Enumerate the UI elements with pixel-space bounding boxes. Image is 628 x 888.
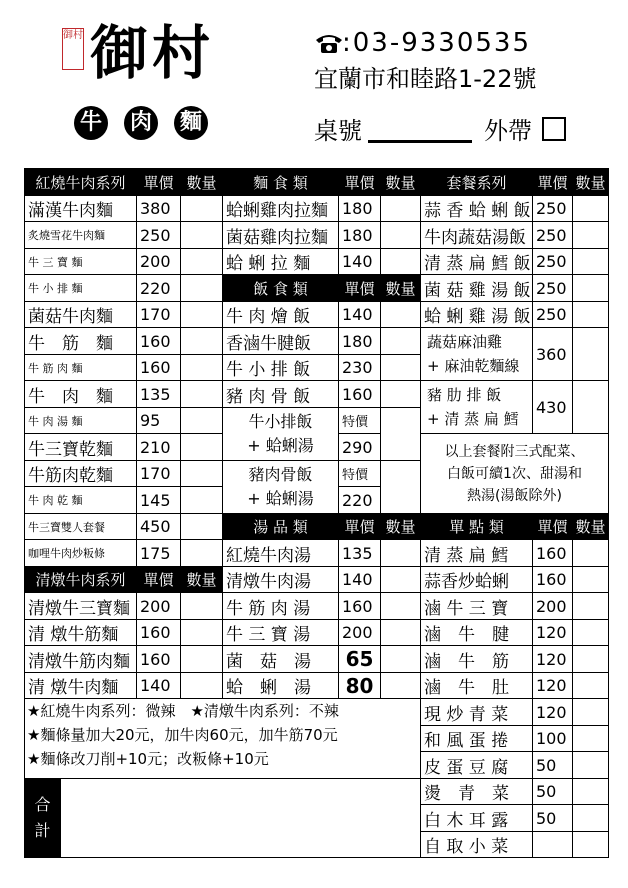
menu-item-price: 180 [338, 221, 381, 249]
menu-item-price: 160 [136, 354, 181, 381]
menu-item-price: 160 [338, 380, 381, 408]
menu-item-name: 牛 筋 肉 湯 [222, 592, 339, 620]
menu-item-name: 和 風 蛋 捲 [420, 725, 533, 752]
quantity-cell[interactable] [572, 698, 609, 726]
note-line: 以上套餐附三式配菜、 [444, 443, 585, 460]
quantity-cell[interactable] [180, 619, 223, 646]
qty-header: 數量 [380, 513, 421, 540]
menu-item-price [532, 831, 573, 858]
menu-item-name: 香滷牛腱飯 [222, 327, 339, 355]
price-header: 單價 [338, 274, 381, 302]
section-header: 飯 食 類 [222, 274, 339, 302]
price-header: 單價 [136, 168, 181, 196]
quantity-cell[interactable] [572, 274, 609, 302]
note-line: 白飯可續1次、甜湯和 [447, 465, 582, 482]
quantity-cell[interactable] [572, 831, 609, 858]
qty-header: 數量 [572, 513, 609, 540]
quantity-cell[interactable] [380, 539, 421, 567]
remarks-box [24, 698, 421, 779]
quantity-cell[interactable] [180, 672, 223, 699]
menu-item-name: 蛤 蜊 雞 湯 飯 [420, 301, 533, 328]
menu-item-price: 50 [532, 751, 573, 779]
menu-item-price: 170 [136, 301, 181, 328]
menu-item-price: 95 [136, 407, 181, 434]
phone-icon [314, 32, 344, 54]
menu-item-price: 50 [532, 778, 573, 805]
menu-item-name: 燙 青 菜 [420, 778, 533, 805]
menu-item-name: 清燉牛肉湯 [222, 566, 339, 593]
menu-item-name: 牛 小 排 麵 [24, 274, 137, 302]
quantity-cell[interactable] [180, 460, 223, 487]
menu-item-price: 65 [338, 645, 381, 673]
quantity-cell[interactable] [380, 592, 421, 620]
section-header: 套餐系列 [420, 168, 533, 196]
quantity-cell[interactable] [572, 645, 609, 673]
quantity-cell[interactable] [180, 354, 223, 381]
section-header: 湯 品 類 [222, 513, 339, 540]
quantity-cell[interactable] [180, 407, 223, 434]
menu-item-name: 清 燉牛筋麵 [24, 619, 137, 646]
menu-item-price: 160 [532, 566, 573, 593]
quantity-cell[interactable] [180, 221, 223, 249]
quantity-cell[interactable] [180, 274, 223, 302]
menu-item-price: 380 [136, 195, 181, 222]
quantity-cell[interactable] [180, 486, 223, 514]
qty-header: 數量 [180, 168, 223, 196]
quantity-cell[interactable] [380, 248, 421, 275]
menu-item-price: 250 [136, 221, 181, 249]
quantity-cell[interactable] [180, 433, 223, 461]
menu-item-name: 蒜 香 蛤 蜊 飯 [420, 195, 533, 222]
menu-item-price: 450 [136, 513, 181, 540]
menu-item-price: 230 [338, 354, 381, 381]
combo-line-1: 牛小排飯 [248, 412, 313, 431]
menu-item-price: 135 [136, 380, 181, 408]
section-header: 清燉牛肉系列 [24, 566, 137, 593]
logo-sub-char-1: 牛 [74, 106, 108, 140]
menu-item-price: 200 [136, 592, 181, 620]
quantity-cell[interactable] [180, 301, 223, 328]
note-line: 熱湯(湯飯除外) [467, 487, 562, 504]
qty-header: 數量 [180, 566, 223, 593]
menu-item-name: 清 蒸 扁 鱈 [420, 539, 533, 567]
quantity-cell[interactable] [380, 566, 421, 593]
total-amount-field[interactable] [60, 778, 421, 858]
quantity-cell[interactable] [380, 460, 421, 514]
menu-item-price: 250 [532, 274, 573, 302]
logo-seal: 御村 [62, 28, 84, 70]
special-price-tag: 特價 [338, 407, 381, 434]
quantity-cell[interactable] [380, 354, 421, 381]
menu-item-price: 120 [532, 619, 573, 646]
menu-item-price: 175 [136, 539, 181, 567]
menu-item-price: 135 [338, 539, 381, 567]
menu-item-name: 牛 肉 乾 麵 [24, 486, 137, 514]
menu-item-price: 170 [136, 460, 181, 487]
section-header: 麵 食 類 [222, 168, 339, 196]
menu-item-price: 180 [338, 195, 381, 222]
menu-item-name: 白 木 耳 露 [420, 804, 533, 832]
menu-item-name: 紅燒牛肉湯 [222, 539, 339, 567]
price-header: 單價 [338, 513, 381, 540]
combo-price: 220 [338, 486, 381, 514]
quantity-cell[interactable] [380, 380, 421, 408]
total-label [24, 778, 61, 858]
quantity-cell[interactable] [180, 592, 223, 620]
menu-item-name: 蛤 蜊 湯 [222, 672, 339, 699]
quantity-cell[interactable] [180, 248, 223, 275]
quantity-cell[interactable] [572, 248, 609, 275]
remark-line: ★麵條量加大20元，加牛肉60元，加牛筋70元 [27, 726, 338, 744]
combo-price: 430 [532, 380, 573, 434]
menu-item-name: 菌菇牛肉麵 [24, 301, 137, 328]
menu-item-price: 160 [338, 592, 381, 620]
menu-item-name: 蒜香炒蛤蜊 [420, 566, 533, 593]
menu-item-name: 菌 菇 雞 湯 飯 [420, 274, 533, 302]
remark-line: ★麵條改刀削+10元；改粄條+10元 [27, 750, 269, 768]
menu-item-price: 220 [136, 274, 181, 302]
price-header: 單價 [338, 168, 381, 196]
menu-item-name: 菌菇雞肉拉麵 [222, 221, 339, 249]
set-combo-item [420, 327, 533, 381]
phone-number: :03-9330535 [342, 28, 532, 58]
menu-item-name: 蛤蜊雞肉拉麵 [222, 195, 339, 222]
menu-item-price: 160 [532, 539, 573, 567]
menu-item-price: 120 [532, 672, 573, 699]
menu-item-name: 蛤 蜊 拉 麵 [222, 248, 339, 275]
qty-header: 數量 [572, 168, 609, 196]
set-meal-note [420, 433, 609, 514]
menu-item-price: 140 [338, 248, 381, 275]
menu-item-price: 50 [532, 804, 573, 832]
quantity-cell[interactable] [380, 672, 421, 699]
price-header: 單價 [136, 566, 181, 593]
menu-item-name: 牛三寶雙人套餐 [24, 513, 137, 540]
menu-item-price: 160 [136, 645, 181, 673]
quantity-cell[interactable] [180, 645, 223, 673]
section-header: 單 點 類 [420, 513, 533, 540]
menu-item-price: 160 [136, 619, 181, 646]
set-combo-item [420, 380, 533, 434]
price-header: 單價 [532, 513, 573, 540]
quantity-cell[interactable] [572, 301, 609, 328]
quantity-cell[interactable] [572, 751, 609, 779]
menu-item-name: 皮 蛋 豆 腐 [420, 751, 533, 779]
total-label-char: 合 [34, 795, 51, 814]
quantity-cell[interactable] [180, 327, 223, 355]
menu-item-name: 滿漢牛肉麵 [24, 195, 137, 222]
menu-item-price: 250 [532, 221, 573, 249]
combo-line-2: + 蛤蜊湯 [247, 436, 314, 455]
menu-item-price: 140 [136, 672, 181, 699]
menu-item-name: 清燉牛三寶麵 [24, 592, 137, 620]
combo-line-2: + 麻油乾麵線 [427, 357, 520, 375]
table-number-label: 桌號 [314, 117, 362, 145]
menu-item-price: 120 [532, 698, 573, 726]
menu-item-name: 菌 菇 湯 [222, 645, 339, 673]
menu-item-price: 180 [338, 327, 381, 355]
menu-item-price: 140 [338, 566, 381, 593]
quantity-cell[interactable] [572, 327, 609, 381]
menu-item-name: 牛 筋 麵 [24, 327, 137, 355]
menu-item-name: 滷 牛 肚 [420, 672, 533, 699]
table-number-line[interactable] [368, 140, 472, 143]
logo-sub-char-3: 麵 [174, 106, 208, 140]
remark-line: ★紅燒牛肉系列：微辣 ★清燉牛肉系列：不辣 [27, 702, 339, 720]
menu-item-name: 滷 牛 腱 [420, 619, 533, 646]
combo-item [222, 407, 339, 461]
quantity-cell[interactable] [380, 301, 421, 328]
quantity-cell[interactable] [572, 619, 609, 646]
quantity-cell[interactable] [572, 566, 609, 593]
menu-item-name: 清 蒸 扁 鱈 飯 [420, 248, 533, 275]
menu-item-price: 200 [532, 592, 573, 620]
menu-item-name: 牛三寶乾麵 [24, 433, 137, 461]
quantity-cell[interactable] [572, 672, 609, 699]
quantity-cell[interactable] [572, 539, 609, 567]
quantity-cell[interactable] [180, 380, 223, 408]
takeout-checkbox[interactable] [542, 117, 566, 141]
menu-item-name: 牛 三 寶 湯 [222, 619, 339, 646]
menu-item-price: 100 [532, 725, 573, 752]
price-header: 單價 [532, 168, 573, 196]
quantity-cell[interactable] [572, 592, 609, 620]
combo-line-1: 蔬菇麻油雞 [427, 333, 503, 351]
total-label-char: 計 [34, 821, 51, 840]
menu-item-name: 清 燉牛肉麵 [24, 672, 137, 699]
quantity-cell[interactable] [380, 407, 421, 461]
menu-item-name: 牛 肉 麵 [24, 380, 137, 408]
menu-item-name: 豬 肉 骨 飯 [222, 380, 339, 408]
menu-item-price: 200 [136, 248, 181, 275]
menu-item-name: 牛 小 排 飯 [222, 354, 339, 381]
special-price-tag: 特價 [338, 460, 381, 487]
logo-title: 御村 [90, 19, 215, 87]
combo-line-1: 豬肉骨飯 [248, 465, 313, 484]
qty-header: 數量 [380, 168, 421, 196]
quantity-cell[interactable] [380, 619, 421, 646]
menu-item-price: 120 [532, 645, 573, 673]
menu-item-price: 140 [338, 301, 381, 328]
quantity-cell[interactable] [572, 804, 609, 832]
menu-item-name: 滷 牛 筋 [420, 645, 533, 673]
quantity-cell[interactable] [380, 327, 421, 355]
menu-item-price: 145 [136, 486, 181, 514]
logo-sub-char-2: 肉 [124, 106, 158, 140]
menu-item-price: 160 [136, 327, 181, 355]
menu-item-price: 250 [532, 248, 573, 275]
combo-line-2: + 清 蒸 扁 鱈 [427, 410, 519, 428]
quantity-cell[interactable] [180, 195, 223, 222]
menu-item-name: 牛 三 寶 麵 [24, 248, 137, 275]
menu-item-name: 現 炒 青 菜 [420, 698, 533, 726]
menu-item-price: 250 [532, 195, 573, 222]
menu-item-price: 80 [338, 672, 381, 699]
quantity-cell[interactable] [180, 513, 223, 540]
menu-item-name: 牛筋肉乾麵 [24, 460, 137, 487]
address: 宜蘭市和睦路1-22號 [314, 65, 537, 93]
section-header: 紅燒牛肉系列 [24, 168, 137, 196]
combo-item [222, 460, 339, 514]
combo-line-1: 豬 肋 排 飯 [427, 386, 502, 404]
quantity-cell[interactable] [380, 221, 421, 249]
quantity-cell[interactable] [572, 725, 609, 752]
menu-item-name: 牛 筋 肉 麵 [24, 354, 137, 381]
combo-line-2: + 蛤蜊湯 [247, 489, 314, 508]
qty-header: 數量 [380, 274, 421, 302]
menu-item-price: 200 [338, 619, 381, 646]
menu-item-name: 炙燒雪花牛肉麵 [24, 221, 137, 249]
quantity-cell[interactable] [572, 380, 609, 434]
takeout-label: 外帶 [484, 117, 532, 145]
quantity-cell[interactable] [380, 195, 421, 222]
quantity-cell[interactable] [572, 195, 609, 222]
menu-item-name: 牛 肉 燴 飯 [222, 301, 339, 328]
menu-item-price: 250 [532, 301, 573, 328]
quantity-cell[interactable] [572, 778, 609, 805]
combo-price: 290 [338, 433, 381, 461]
quantity-cell[interactable] [180, 539, 223, 567]
menu-item-name: 滷 牛 三 寶 [420, 592, 533, 620]
menu-item-name: 牛肉蔬菇湯飯 [420, 221, 533, 249]
menu-item-name: 自 取 小 菜 [420, 831, 533, 858]
menu-item-name: 清燉牛筋肉麵 [24, 645, 137, 673]
menu-item-name: 咖哩牛肉炒粄條 [24, 539, 137, 567]
quantity-cell[interactable] [380, 645, 421, 673]
quantity-cell[interactable] [572, 221, 609, 249]
combo-price: 360 [532, 327, 573, 381]
menu-item-price: 210 [136, 433, 181, 461]
menu-item-name: 牛 肉 湯 麵 [24, 407, 137, 434]
